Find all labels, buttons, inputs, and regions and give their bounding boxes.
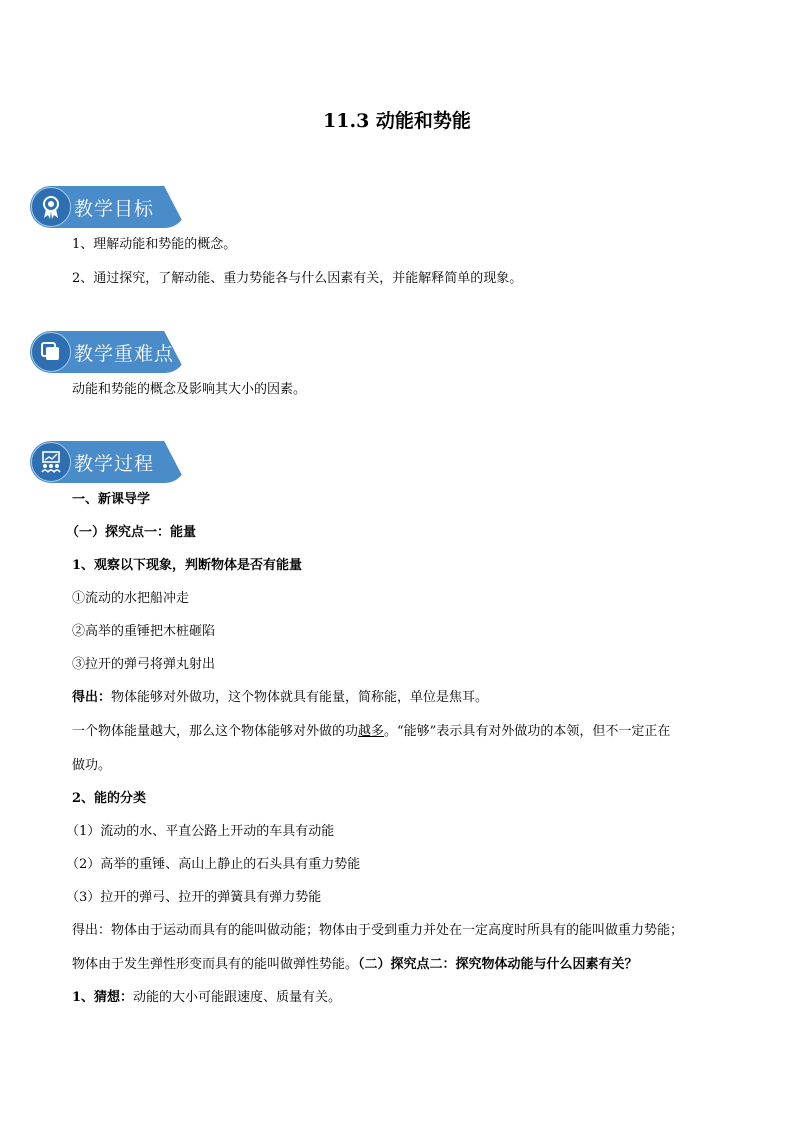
- paragraph-energy: [72, 723, 670, 741]
- underlined-answer: 越多: [358, 724, 385, 739]
- presentation-audience-icon: [31, 442, 71, 482]
- page-title: 11.3 动能和势能: [323, 110, 471, 132]
- section-banner-key-points: [30, 331, 186, 373]
- section-banner-process: [30, 441, 186, 483]
- banner-label: 教学重难点: [74, 343, 175, 365]
- award-ribbon-icon: [31, 187, 71, 227]
- heading-new-lesson: 一、新课导学: [72, 492, 151, 507]
- conclusion-two-line2: [72, 956, 638, 974]
- stacked-pages-icon: [31, 332, 71, 372]
- list-item: ②高举的重锤把木桩砸陷: [72, 624, 216, 639]
- guess-label: 1、猜想：: [72, 990, 134, 1005]
- key-points-text: 动能和势能的概念及影响其大小的因素。: [72, 382, 307, 397]
- conclusion-label: 得出：: [72, 690, 112, 705]
- subheading-point-two: （二）探究点二：探究物体动能与什么因素有关？: [358, 957, 638, 972]
- guess-text: 动能的大小可能跟速度、质量有关。: [133, 990, 342, 1005]
- category-item: （3）拉开的弹弓、拉开的弹簧具有弹力势能: [66, 890, 322, 905]
- category-item: （2）高举的重锤、高山上静止的石头具有重力势能: [66, 857, 361, 872]
- banner-label: 教学过程: [74, 453, 155, 475]
- banner-label: 教学目标: [74, 198, 155, 220]
- section-banner-goals: [30, 186, 186, 228]
- list-item: ③拉开的弹弓将弹丸射出: [72, 657, 216, 672]
- conclusion-two-line1: 得出：物体由于运动而具有的能叫做动能；物体由于受到重力并处在一定高度时所具有的能叫做重力势能；: [72, 923, 684, 938]
- subheading-point-one: （一）探究点一：能量: [66, 525, 197, 540]
- question-one: 1、观察以下现象，判断物体是否有能量: [72, 558, 303, 573]
- category-item: （1）流动的水、平直公路上开动的车具有动能: [66, 824, 335, 839]
- guess-line: [72, 989, 341, 1007]
- goal-item: 1、理解动能和势能的概念。: [72, 237, 237, 252]
- conclusion-one: [72, 689, 488, 707]
- paragraph-part: 。“能够”表示具有对外做功的本领，但不一定正在: [384, 724, 671, 739]
- goal-item: 2、通过探究，了解动能、重力势能各与什么因素有关，并能解释简单的现象。: [72, 271, 523, 286]
- paragraph-continuation: 做功。: [72, 758, 112, 773]
- paragraph-part: 一个物体能量越大，那么这个物体能够对外做的功: [72, 724, 359, 739]
- conclusion-text: 物体由于发生弹性形变而具有的能叫做弹性势能。: [72, 957, 359, 972]
- conclusion-text: 物体能够对外做功，这个物体就具有能量，简称能，单位是焦耳。: [111, 690, 489, 705]
- list-item: ①流动的水把船冲走: [72, 591, 190, 606]
- question-two: 2、能的分类: [72, 791, 147, 806]
